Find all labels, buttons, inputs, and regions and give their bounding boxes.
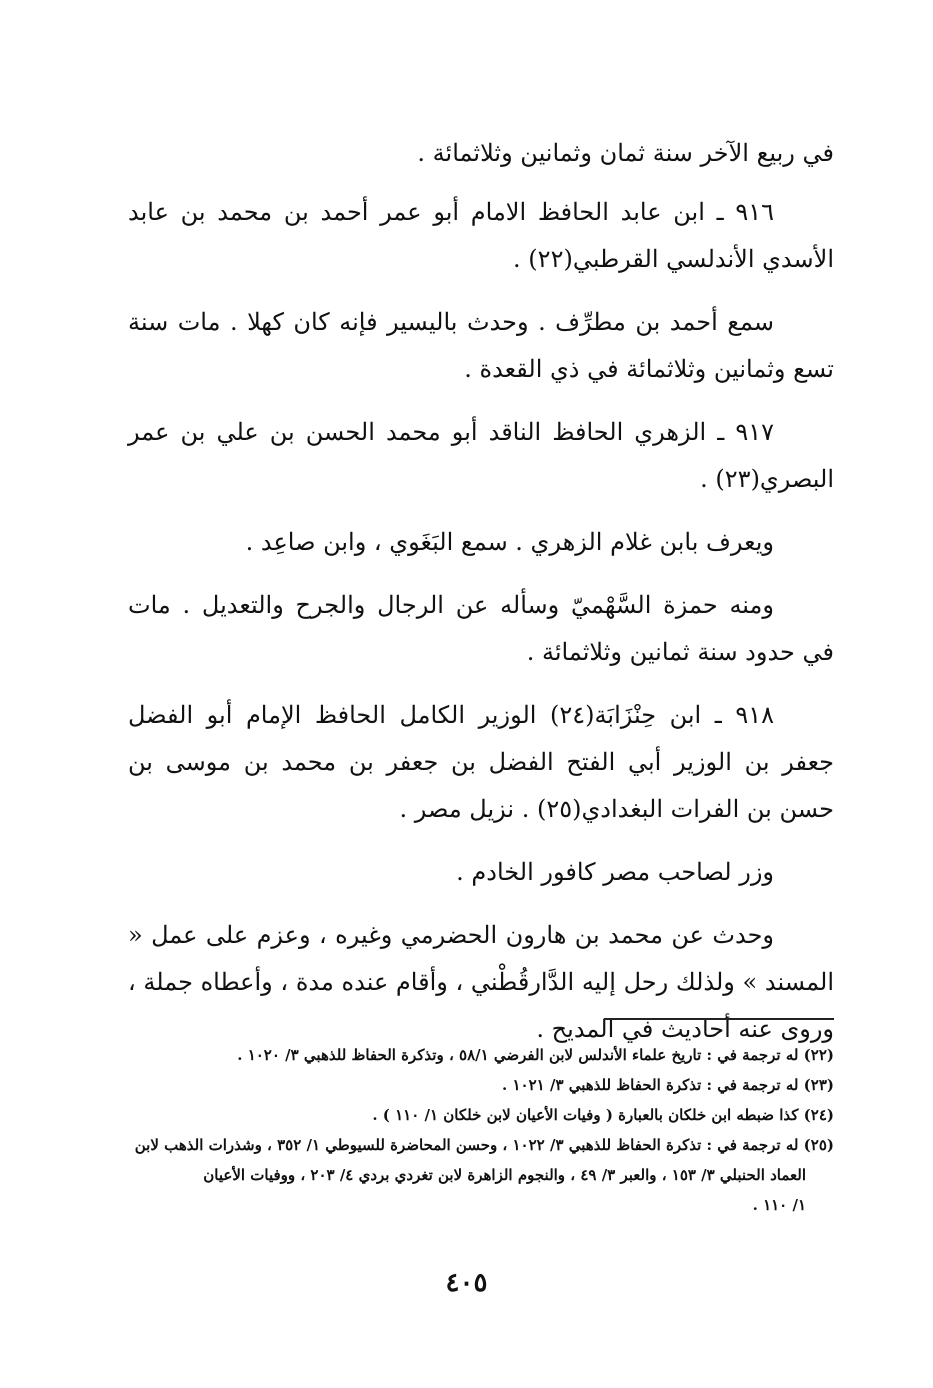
paragraph-continuation: في ربيع الآخر سنة ثمان وثمانين وثلاثمائة .: [417, 139, 834, 167]
entry-917-heading: ٩١٧ ـ الزهري الحافظ الناقد أبو محمد الحسن بن علي بن عمر البصري(٢٣) .: [128, 418, 834, 493]
page-number: ٤٠٥: [445, 1268, 488, 1298]
entry-917-body-2: ومنه حمزة السَّهْميّ وسأله عن الرجال والجرح والتعديل . مات في حدود سنة ثمانين وثلاثمائة .: [128, 591, 834, 666]
main-text: [128, 130, 834, 1069]
entry-918-body-1: وزر لصاحب مصر كافور الخادم .: [456, 858, 774, 886]
entry-916-body: سمع أحمد بن مطرِّف . وحدث باليسير فإنه كان كهلا . مات سنة تسع وثمانين وثلاثمائة في ذي القعدة .: [128, 308, 834, 383]
entry-918-heading: ٩١٨ ـ ابن حِنْزَابَة(٢٤) الوزير الكامل الحافظ الإمام أبو الفضل جعفر بن الوزير أبي الفتح الفضل بن جعفر بن محمد بن موسى بن حسن بن الفرات البغدادي(٢٥) . نزيل مصر .: [128, 701, 834, 823]
footnote-24: (٢٤) كذا ضبطه ابن خلكان بالعبارة ( وفيات الأعيان لابن خلكان ١/ ١١٠ ) .: [372, 1106, 834, 1124]
footnote-divider: [604, 1018, 834, 1020]
footnote-22: (٢٢) له ترجمة في : تاريخ علماء الأندلس لابن الفرضي ٥٨/١ ، وتذكرة الحفاظ للذهبي ٣/ ١٠٢٠ .: [237, 1046, 834, 1064]
entry-916-heading: ٩١٦ ـ ابن عابد الحافظ الامام أبو عمر أحمد بن محمد بن عابد الأسدي الأندلسي القرطبي(٢٢) .: [128, 198, 834, 273]
footnotes: [128, 1040, 834, 1220]
entry-918-body-2: وحدث عن محمد بن هارون الحضرمي وغيره ، وعزم على عمل « المسند » ولذلك رحل إليه الدَّارقُطْني ، وأقام عنده مدة ، وأعطاه جملة ، وروى عنه أحاديث في المديح .: [128, 921, 834, 1043]
footnote-25-line-3: ١/ ١١٠ .: [752, 1196, 806, 1214]
footnote-25: [128, 1130, 834, 1220]
entry-917-body-1: ويعرف بابن غلام الزهري . سمع البَغَوي ، وابن صاعِد .: [245, 528, 774, 556]
footnote-23: (٢٣) له ترجمة في : تذكرة الحفاظ للذهبي ٣/ ١٠٢١ .: [502, 1076, 834, 1094]
footnote-25-line-1: (٢٥) له ترجمة في : تذكرة الحفاظ للذهبي ٣/ ١٠٢٢ ، وحسن المحاضرة للسيوطي ١/ ٣٥٢ ، وشذرات الذهب لابن: [134, 1136, 834, 1154]
footnote-25-line-2: العماد الحنبلي ٣/ ١٥٣ ، والعبر ٣/ ٤٩ ، والنجوم الزاهرة لابن تغردي بردي ٤/ ٢٠٣ ، ووفيات الأعيان: [203, 1166, 806, 1184]
